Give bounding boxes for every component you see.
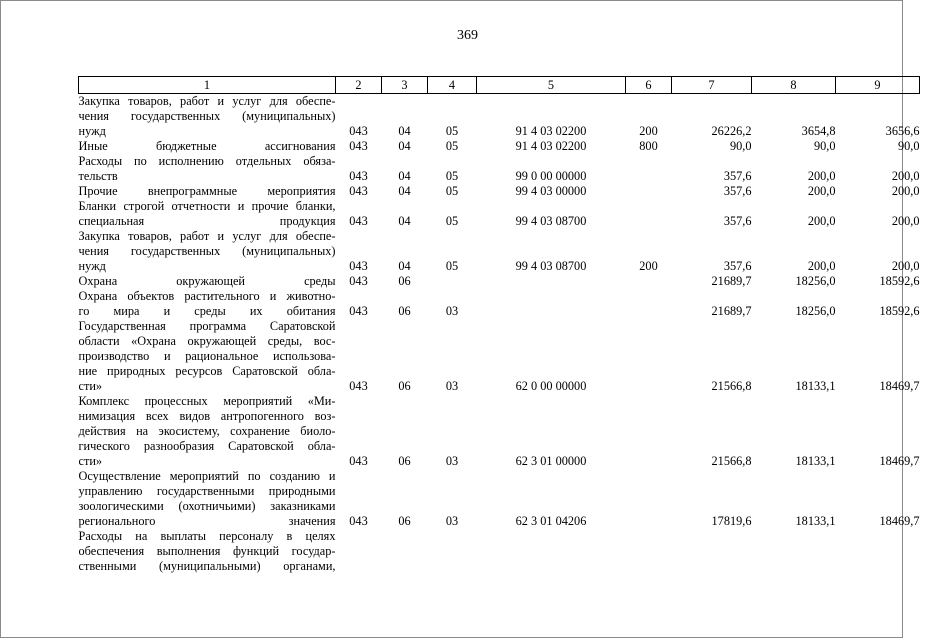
cell-amount-year2: 200,0 (807, 214, 836, 228)
cell-subsection: 03 (445, 304, 459, 318)
cell-org-code (336, 529, 382, 574)
row-name (79, 94, 336, 140)
cell-amount-year2: 18133,1 (795, 514, 836, 528)
cell-org-code: 043 (349, 304, 368, 318)
cell-target-article: 91 4 03 02200 (515, 139, 587, 153)
cell-amount-year1: 21566,8 (711, 454, 752, 468)
cell-org-code: 043 (349, 139, 368, 153)
row-name-line: го мира и среды их обитания (78, 304, 336, 318)
row-name-line: области «Охрана окружающей среды, вос- (78, 334, 336, 348)
row-name-line: чения государственных (муниципальных) (78, 109, 336, 123)
cell-section (382, 529, 428, 574)
cell-expense-type: 200 (639, 259, 658, 273)
budget-table (78, 76, 920, 574)
row-name (79, 184, 336, 199)
cell-target-article: 99 4 03 08700 (515, 259, 587, 273)
row-name (79, 319, 336, 394)
row-name (79, 229, 336, 274)
cell-target-article: 91 4 03 02200 (515, 124, 587, 138)
cell-target-article: 99 0 00 00000 (515, 169, 587, 183)
cell-amount-year3 (836, 529, 920, 574)
cell-amount-year2: 200,0 (807, 169, 836, 183)
table-row (79, 289, 920, 319)
cell-expense-type: 800 (639, 139, 658, 153)
cell-subsection: 05 (445, 259, 459, 273)
row-name-line: сти» (78, 454, 103, 468)
table-row (79, 199, 920, 229)
cell-amount-year1: 357,6 (723, 259, 752, 273)
table-row (79, 154, 920, 184)
row-name-line: производство и рациональное использова- (78, 349, 336, 363)
cell-section: 06 (398, 454, 411, 468)
cell-amount-year3: 200,0 (891, 259, 920, 273)
row-name-line: гического разнообразия Саратовской обла- (78, 439, 336, 453)
row-name (79, 139, 336, 154)
cell-amount-year1: 21566,8 (711, 379, 752, 393)
table-row (79, 274, 920, 289)
cell-subsection: 05 (445, 184, 459, 198)
cell-target-article: 99 4 03 00000 (515, 184, 587, 198)
cell-amount-year3: 200,0 (891, 184, 920, 198)
cell-section: 04 (398, 124, 411, 138)
row-name-line: Расходы по исполнению отдельных обяза- (78, 154, 336, 168)
cell-amount-year2 (752, 529, 836, 574)
row-name-line: Комплекс процессных мероприятий «Ми- (78, 394, 336, 408)
cell-amount-year1: 21689,7 (711, 274, 752, 288)
cell-amount-year1: 357,6 (723, 184, 752, 198)
row-name (79, 469, 336, 529)
cell-amount-year1: 21689,7 (711, 304, 752, 318)
cell-section: 04 (398, 214, 411, 228)
row-name (79, 394, 336, 469)
cell-subsection: 03 (445, 514, 459, 528)
row-name-line: тельств (78, 169, 118, 183)
row-name-line: специальная продукция (78, 214, 336, 228)
cell-org-code: 043 (349, 259, 368, 273)
cell-section: 04 (398, 169, 411, 183)
row-name-line: управлению государственными природными (78, 484, 336, 498)
row-name-line: чения государственных (муниципальных) (78, 244, 336, 258)
row-name-line: Закупка товаров, работ и услуг для обеспе- (78, 229, 336, 243)
cell-subsection (428, 529, 477, 574)
cell-amount-year3: 200,0 (891, 214, 920, 228)
table-header-row (79, 77, 920, 94)
cell-amount-year2: 18256,0 (795, 304, 836, 318)
column-header: 2 (336, 77, 382, 94)
table-row (79, 184, 920, 199)
cell-org-code: 043 (349, 214, 368, 228)
column-header: 5 (477, 77, 626, 94)
cell-amount-year1: 357,6 (723, 214, 752, 228)
column-header: 3 (382, 77, 428, 94)
column-header: 1 (79, 77, 336, 94)
row-name-line: Закупка товаров, работ и услуг для обеспе- (78, 94, 336, 108)
cell-amount-year2: 18256,0 (795, 274, 836, 288)
table-row (79, 529, 920, 574)
cell-amount-year3: 18469,7 (879, 454, 920, 468)
cell-amount-year3: 18592,6 (879, 274, 920, 288)
row-name-line: ственными (муниципальными) органами, (78, 559, 336, 573)
row-name-line: действия на экосистему, сохранение биоло- (78, 424, 336, 438)
row-name-line: Расходы на выплаты персоналу в целях (78, 529, 336, 543)
cell-expense-type (626, 394, 672, 469)
cell-subsection: 03 (445, 379, 459, 393)
row-name-line: Охрана окружающей среды (78, 274, 336, 288)
column-header: 8 (752, 77, 836, 94)
cell-org-code: 043 (349, 124, 368, 138)
cell-amount-year1: 357,6 (723, 169, 752, 183)
cell-amount-year2: 3654,8 (801, 124, 836, 138)
column-header: 4 (428, 77, 477, 94)
cell-amount-year2: 90,0 (813, 139, 836, 153)
row-name (79, 199, 336, 229)
row-name-line: нимизация всех видов антропогенного воз- (78, 409, 336, 423)
cell-section: 04 (398, 139, 411, 153)
table-row (79, 94, 920, 140)
cell-expense-type (626, 154, 672, 184)
cell-target-article (477, 289, 626, 319)
cell-expense-type (626, 274, 672, 289)
row-name-line: ние природных ресурсов Саратовской обла- (78, 364, 336, 378)
cell-section: 06 (398, 379, 411, 393)
cell-amount-year2: 18133,1 (795, 379, 836, 393)
row-name-line: Иные бюджетные ассигнования (78, 139, 336, 153)
table-row (79, 469, 920, 529)
row-name-line: Охрана объектов растительного и животно- (78, 289, 336, 303)
cell-org-code: 043 (349, 274, 368, 288)
cell-subsection: 05 (445, 169, 459, 183)
row-name-line: Государственная программа Саратовской (78, 319, 336, 333)
row-name-line: Осуществление мероприятий по созданию и (78, 469, 336, 483)
row-name-line: регионального значения (78, 514, 336, 528)
column-header: 6 (626, 77, 672, 94)
cell-subsection: 05 (445, 139, 459, 153)
column-header: 9 (836, 77, 920, 94)
table-row (79, 394, 920, 469)
table-row (79, 139, 920, 154)
page-number: 369 (457, 28, 478, 43)
cell-subsection: 03 (445, 454, 459, 468)
cell-target-article (477, 274, 626, 289)
cell-amount-year3: 18469,7 (879, 379, 920, 393)
cell-target-article (477, 529, 626, 574)
cell-amount-year1: 17819,6 (711, 514, 752, 528)
cell-amount-year3: 90,0 (897, 139, 920, 153)
cell-expense-type (626, 469, 672, 529)
cell-expense-type (626, 199, 672, 229)
cell-section: 04 (398, 184, 411, 198)
row-name-line: сти» (78, 379, 103, 393)
row-name-line: Прочие внепрограммные мероприятия (78, 184, 336, 198)
cell-org-code: 043 (349, 184, 368, 198)
row-name-line: зоологическими (охотничьими) заказниками (78, 499, 336, 513)
cell-org-code: 043 (349, 379, 368, 393)
cell-subsection (428, 274, 477, 289)
table-row (79, 319, 920, 394)
cell-amount-year1: 26226,2 (711, 124, 752, 138)
cell-section: 06 (398, 274, 411, 288)
cell-expense-type (626, 289, 672, 319)
cell-amount-year3: 18592,6 (879, 304, 920, 318)
cell-org-code: 043 (349, 454, 368, 468)
cell-amount-year3: 3656,6 (885, 124, 920, 138)
row-name (79, 274, 336, 289)
cell-target-article: 62 0 00 00000 (515, 379, 587, 393)
table-row (79, 229, 920, 274)
cell-amount-year3: 200,0 (891, 169, 920, 183)
cell-section: 06 (398, 304, 411, 318)
cell-subsection: 05 (445, 214, 459, 228)
row-name (79, 289, 336, 319)
cell-amount-year2: 200,0 (807, 184, 836, 198)
row-name-line: нужд (78, 124, 106, 138)
cell-expense-type (626, 529, 672, 574)
cell-subsection: 05 (445, 124, 459, 138)
cell-amount-year2: 200,0 (807, 259, 836, 273)
cell-section: 06 (398, 514, 411, 528)
cell-amount-year1 (672, 529, 752, 574)
cell-amount-year2: 18133,1 (795, 454, 836, 468)
cell-target-article: 62 3 01 00000 (515, 454, 587, 468)
cell-target-article: 62 3 01 04206 (515, 514, 587, 528)
cell-expense-type (626, 184, 672, 199)
cell-org-code: 043 (349, 169, 368, 183)
column-header: 7 (672, 77, 752, 94)
row-name-line: Бланки строгой отчетности и прочие бланки, (78, 199, 336, 213)
row-name-line: обеспечения выполнения функций государ- (78, 544, 336, 558)
cell-section: 04 (398, 259, 411, 273)
cell-amount-year3: 18469,7 (879, 514, 920, 528)
row-name-line: нужд (78, 259, 106, 273)
row-name (79, 529, 336, 574)
row-name (79, 154, 336, 184)
cell-expense-type: 200 (639, 124, 658, 138)
cell-target-article: 99 4 03 08700 (515, 214, 587, 228)
cell-expense-type (626, 319, 672, 394)
cell-org-code: 043 (349, 514, 368, 528)
cell-amount-year1: 90,0 (729, 139, 752, 153)
